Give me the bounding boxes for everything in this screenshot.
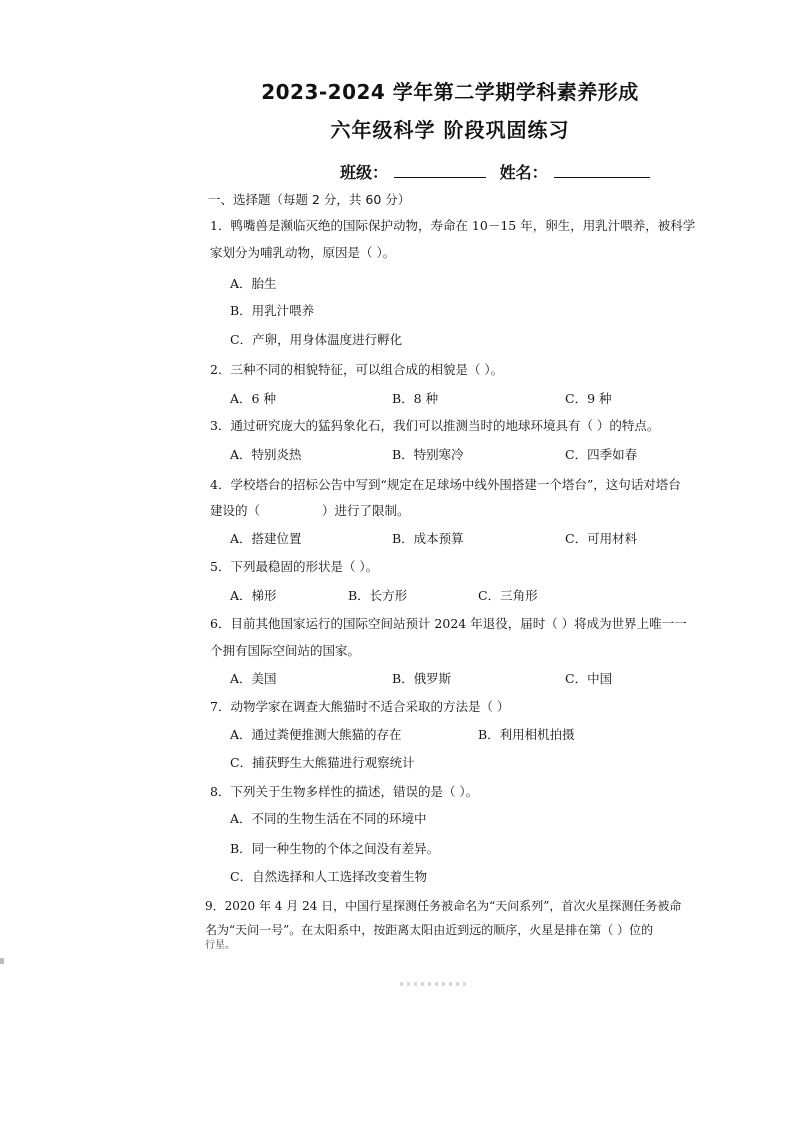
name-blank <box>554 163 650 178</box>
question-9-line2: 名为“天问一号”。在太阳系中，按距离太阳由近到远的顺序，火星是排在第（ ）位的 <box>205 923 654 937</box>
question-7-line1: 7．动物学家在调查大熊猫时不适合采取的方法是（ ） <box>210 699 510 714</box>
question-5-option-a: A．梯形 <box>230 588 277 603</box>
question-4-line1: 4．学校塔台的招标公告中写到“规定在足球场中线外围搭建一个塔台”，这句话对塔台 <box>210 477 681 492</box>
question-2-option-a: A．6 种 <box>230 391 276 406</box>
exam-title-line2: 六年级科学 阶段巩固练习 <box>330 118 570 142</box>
question-4-line2-end: ）进行了限制。 <box>322 503 410 518</box>
question-1-option-b: B．用乳汁喂养 <box>230 303 315 318</box>
question-4-line2-start: 建设的（ <box>210 503 261 518</box>
question-2-option-c: C．9 种 <box>565 391 612 406</box>
question-9-line1: 9．2020 年 4 月 24 日，中国行星探测任务被命名为“天问系列”，首次火星探测任务被命 <box>205 899 682 913</box>
question-8-option-a: A．不同的生物生活在不同的环境中 <box>230 811 427 826</box>
question-5-option-b: B．长方形 <box>348 588 408 603</box>
question-5-option-c: C．三角形 <box>478 588 538 603</box>
question-3-option-a: A．特别炎热 <box>230 447 302 462</box>
question-4-option-c: C．可用材料 <box>565 531 638 546</box>
question-8-option-c: C．自然选择和人工选择改变着生物 <box>230 869 428 884</box>
question-6-line2: 个拥有国际空间站的国家。 <box>210 643 361 658</box>
question-7-option-b: B．利用相机拍摄 <box>478 727 575 742</box>
scan-edge-mark <box>0 958 4 964</box>
question-3-option-b: B．特别寒冷 <box>392 447 464 462</box>
question-5-line1: 5．下列最稳固的形状是（ ）。 <box>210 559 379 574</box>
question-8-option-b: B．同一种生物的个体之间没有差异。 <box>230 841 440 856</box>
question-4-line2 <box>210 503 410 519</box>
question-1-line2: 家划分为哺乳动物，原因是（ ）。 <box>210 245 396 260</box>
class-label: 班级： <box>340 163 389 182</box>
question-6-option-a: A．美国 <box>230 671 277 686</box>
question-8-line1: 8．下列关于生物多样性的描述，错误的是（ ）。 <box>210 784 479 799</box>
question-6-option-c: C．中国 <box>565 671 613 686</box>
name-label: 姓名： <box>499 163 548 182</box>
question-3-option-c: C．四季如春 <box>565 447 638 462</box>
class-blank <box>394 163 486 178</box>
question-2-option-b: B．8 种 <box>392 391 439 406</box>
question-1-line1: 1．鸭嘴兽是濒临灭绝的国际保护动物，寿命在 10－15 年，卵生，用乳汁喂养，被科学 <box>210 218 696 233</box>
page-footer-smudge <box>400 982 470 986</box>
question-4-option-b: B．成本预算 <box>392 531 464 546</box>
question-3-line1: 3．通过研究庞大的猛犸象化石，我们可以推测当时的地球环境具有（ ）的特点。 <box>210 418 660 433</box>
question-1-option-c: C．产卵，用身体温度进行孵化 <box>230 332 403 347</box>
question-1-option-a: A．胎生 <box>230 276 277 291</box>
question-2-line1: 2．三种不同的相貌特征，可以组合成的相貌是（ ）。 <box>210 362 504 377</box>
question-4-option-a: A．搭建位置 <box>230 531 302 546</box>
section-heading: 一、选择题（每题 2 分，共 60 分） <box>208 192 411 207</box>
student-info-line <box>340 160 660 183</box>
question-7-option-c: C．捕获野生大熊猫进行观察统计 <box>230 755 415 770</box>
question-7-option-a: A．通过粪便推测大熊猫的存在 <box>230 727 402 742</box>
question-6-option-b: B．俄罗斯 <box>392 671 452 686</box>
exam-title-line1: 2023-2024 学年第二学期学科素养形成 <box>261 80 639 104</box>
question-9-line3: 行星。 <box>205 940 235 951</box>
question-6-line1: 6．目前其他国家运行的国际空间站预计 2024 年退役，届时（ ）将成为世界上唯一一 <box>210 616 687 631</box>
